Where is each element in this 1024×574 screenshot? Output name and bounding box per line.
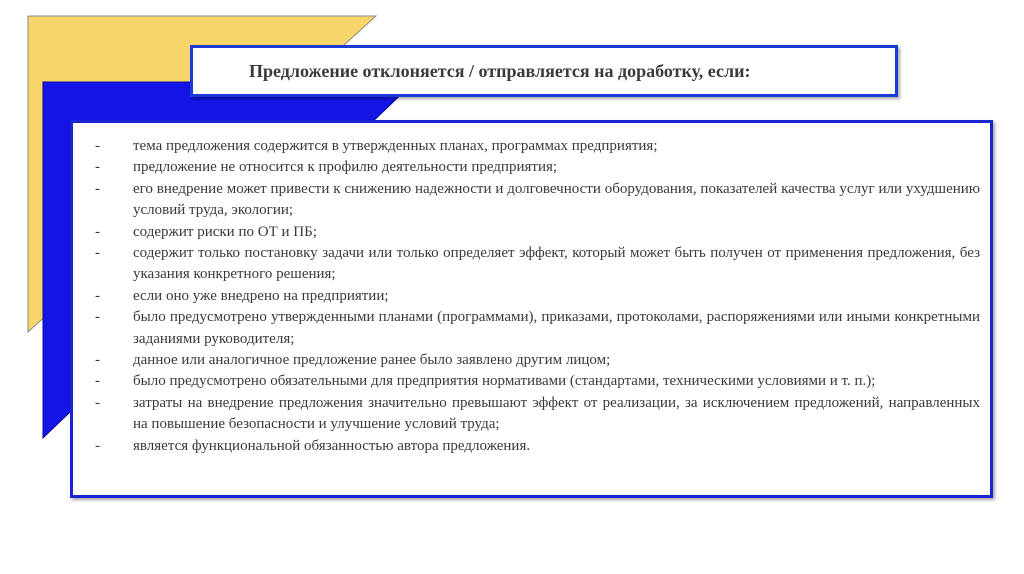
list-dash: - [95, 309, 100, 326]
list-dash: - [95, 223, 100, 240]
conditions-list [95, 136, 980, 457]
list-item [95, 350, 980, 371]
list-item [95, 371, 980, 392]
list-item-text: данное или аналогичное предложение ранее было заявлено другим лицом; [133, 352, 611, 369]
conditions-box [70, 120, 993, 498]
list-item-text: если оно уже внедрено на предприятии; [133, 287, 389, 304]
list-item-text: содержит риски по ОТ и ПБ; [133, 223, 317, 240]
list-dash: - [95, 373, 100, 390]
list-dash: - [95, 180, 100, 197]
list-dash: - [95, 352, 100, 369]
list-item-text: является функциональной обязанностью автора предложения. [133, 437, 531, 454]
list-dash: - [95, 138, 100, 154]
list-item [95, 179, 980, 222]
list-item [95, 222, 980, 243]
slide-title: Предложение отклоняется / отправляется на доработку, если: [249, 60, 751, 81]
list-item-text: предложение не относится к профилю деятельности предприятия; [133, 159, 558, 176]
list-item-text: затраты на внедрение предложения значительно превышают эффект от реализации, за исключением предложений, направленных на повышение безопасности и улучшение условий труда; [133, 394, 980, 433]
list-dash: - [95, 287, 100, 304]
list-item [95, 243, 980, 286]
list-item [95, 393, 980, 436]
list-dash: - [95, 437, 100, 454]
list-dash: - [95, 245, 100, 262]
list-item [95, 157, 980, 178]
list-item-text: содержит только постановку задачи или только определяет эффект, который может быть получен от применения предложения, без указания конкретного решения; [133, 245, 980, 283]
list-item-text: его внедрение может привести к снижению надежности и долговечности оборудования, показателей качества услуг или ухудшению условий труда, экологии; [133, 180, 980, 219]
list-item [95, 307, 980, 350]
list-dash: - [95, 159, 100, 176]
title-box [190, 45, 898, 97]
list-dash: - [95, 394, 100, 411]
list-item [95, 436, 980, 457]
list-item-text: тема предложения содержится в утвержденных планах, программах предприятия; [133, 138, 658, 154]
list-item-text: было предусмотрено обязательными для предприятия нормативами (стандартами, техническими условиями и т. п.); [133, 373, 876, 390]
list-item [95, 136, 980, 157]
list-item [95, 286, 980, 307]
list-item-text: было предусмотрено утвержденными планами (программами), приказами, протоколами, распоряжениями или иными конкретными заданиями руководителя; [133, 309, 980, 347]
